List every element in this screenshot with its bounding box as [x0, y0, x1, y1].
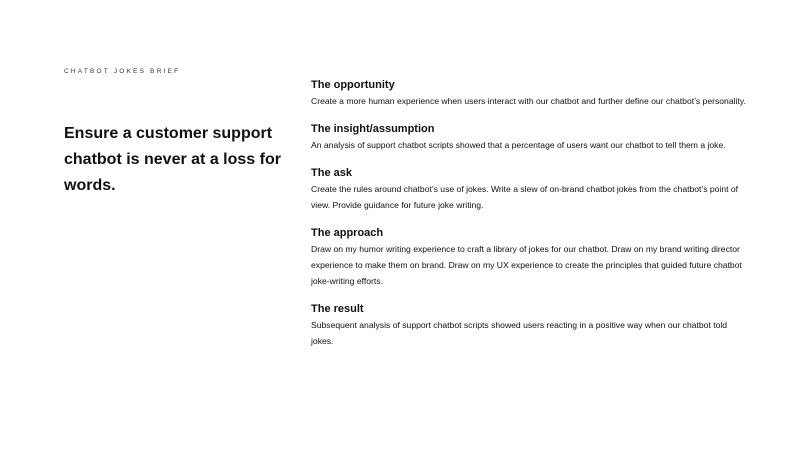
section-body: An analysis of support chatbot scripts showed that a percentage of users want our chatbot to tell them a joke. [311, 140, 726, 150]
section-body: Create the rules around chatbot’s use of jokes. Write a slew of on-brand chatbot jokes from the chatbot’s point of view. Provide guidance for future joke writing. [311, 184, 739, 210]
section-heading: The insight/assumption [311, 123, 435, 135]
section-ask [311, 166, 751, 213]
headline: Ensure a customer support chatbot is never at a loss for words. [64, 125, 281, 194]
section-approach [311, 226, 751, 289]
section-body: Draw on my humor writing experience to craft a library of jokes for our chatbot. Draw on my brand writing director experience to make them on brand. Draw on my UX experience to create the principles that guided future chatbot joke-writing efforts. [311, 244, 742, 286]
section-opportunity [311, 78, 751, 109]
section-body: Create a more human experience when users interact with our chatbot and further define our chatbot’s personality. [311, 96, 746, 106]
section-insight [311, 122, 751, 153]
brief-sections [311, 78, 751, 362]
section-heading: The result [311, 303, 364, 315]
section-body: Subsequent analysis of support chatbot scripts showed users reacting in a positive way when our chatbot told jokes. [311, 320, 728, 346]
section-heading: The approach [311, 227, 384, 239]
section-result [311, 302, 751, 349]
eyebrow-label: CHATBOT JOKES BRIEF [64, 68, 181, 75]
section-heading: The ask [311, 167, 352, 179]
section-heading: The opportunity [311, 79, 395, 91]
